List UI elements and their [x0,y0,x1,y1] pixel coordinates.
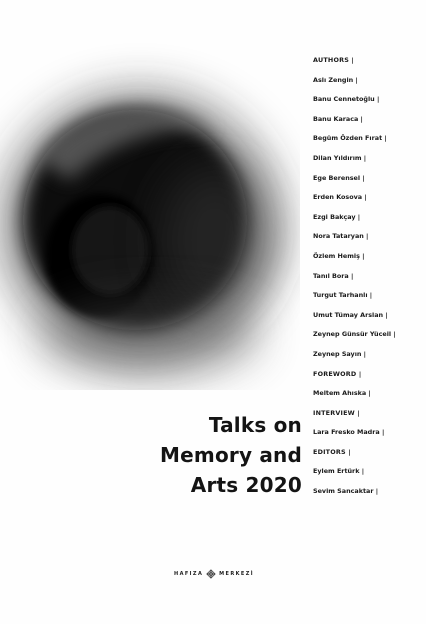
section-heading-interview: INTERVIEW | [313,408,360,417]
contributor-name: Aslı Zengin | [313,75,358,84]
contributor-name: Dilan Yıldırım | [313,153,367,162]
contributor-name: Nora Tataryan | [313,232,369,241]
abstract-blurred-shape-image [0,40,300,390]
contributor-name: Ege Berensel | [313,173,365,182]
contributor-name: Ezgi Bakçay | [313,212,361,221]
contributor-name: Lara Fresko Madra | [313,428,385,437]
contributor-name: Banu Cennetoğlu | [313,95,380,104]
contributors-list [313,54,423,505]
contributor-name: Eylem Ertürk | [313,467,365,476]
contributor-name: Sevim Sancaktar | [313,487,379,496]
publisher-word-left: HAFIZA [174,571,204,577]
contributor-name: Banu Karaca | [313,114,363,123]
book-title [118,410,302,500]
hafiza-merkezi-logo-icon [206,564,216,584]
contributor-name: Tanıl Bora | [313,271,354,280]
contributor-name: Zeynep Günsür Yüceil | [313,330,396,339]
title-line: Talks on [208,413,302,437]
publisher-word-right: MERKEZİ [219,571,254,577]
contributor-name: Özlem Hemiş | [313,251,365,260]
section-heading-authors: AUTHORS | [313,56,354,64]
contributor-name: Zeynep Sayın | [313,349,367,358]
contributor-name: Turgut Tarhanlı | [313,291,373,300]
contributor-name: Erden Kosova | [313,193,367,202]
publisher-logo [174,562,254,586]
section-heading-editors: EDITORS | [313,447,351,456]
contributor-name: Umut Tümay Arslan | [313,310,388,319]
title-line: Arts 2020 [190,473,302,497]
contributor-name: Begüm Özden Fırat | [313,134,387,143]
section-heading-foreword: FOREWORD | [313,369,362,378]
contributor-name: Meltem Ahıska | [313,389,371,398]
title-line: Memory and [160,443,302,467]
